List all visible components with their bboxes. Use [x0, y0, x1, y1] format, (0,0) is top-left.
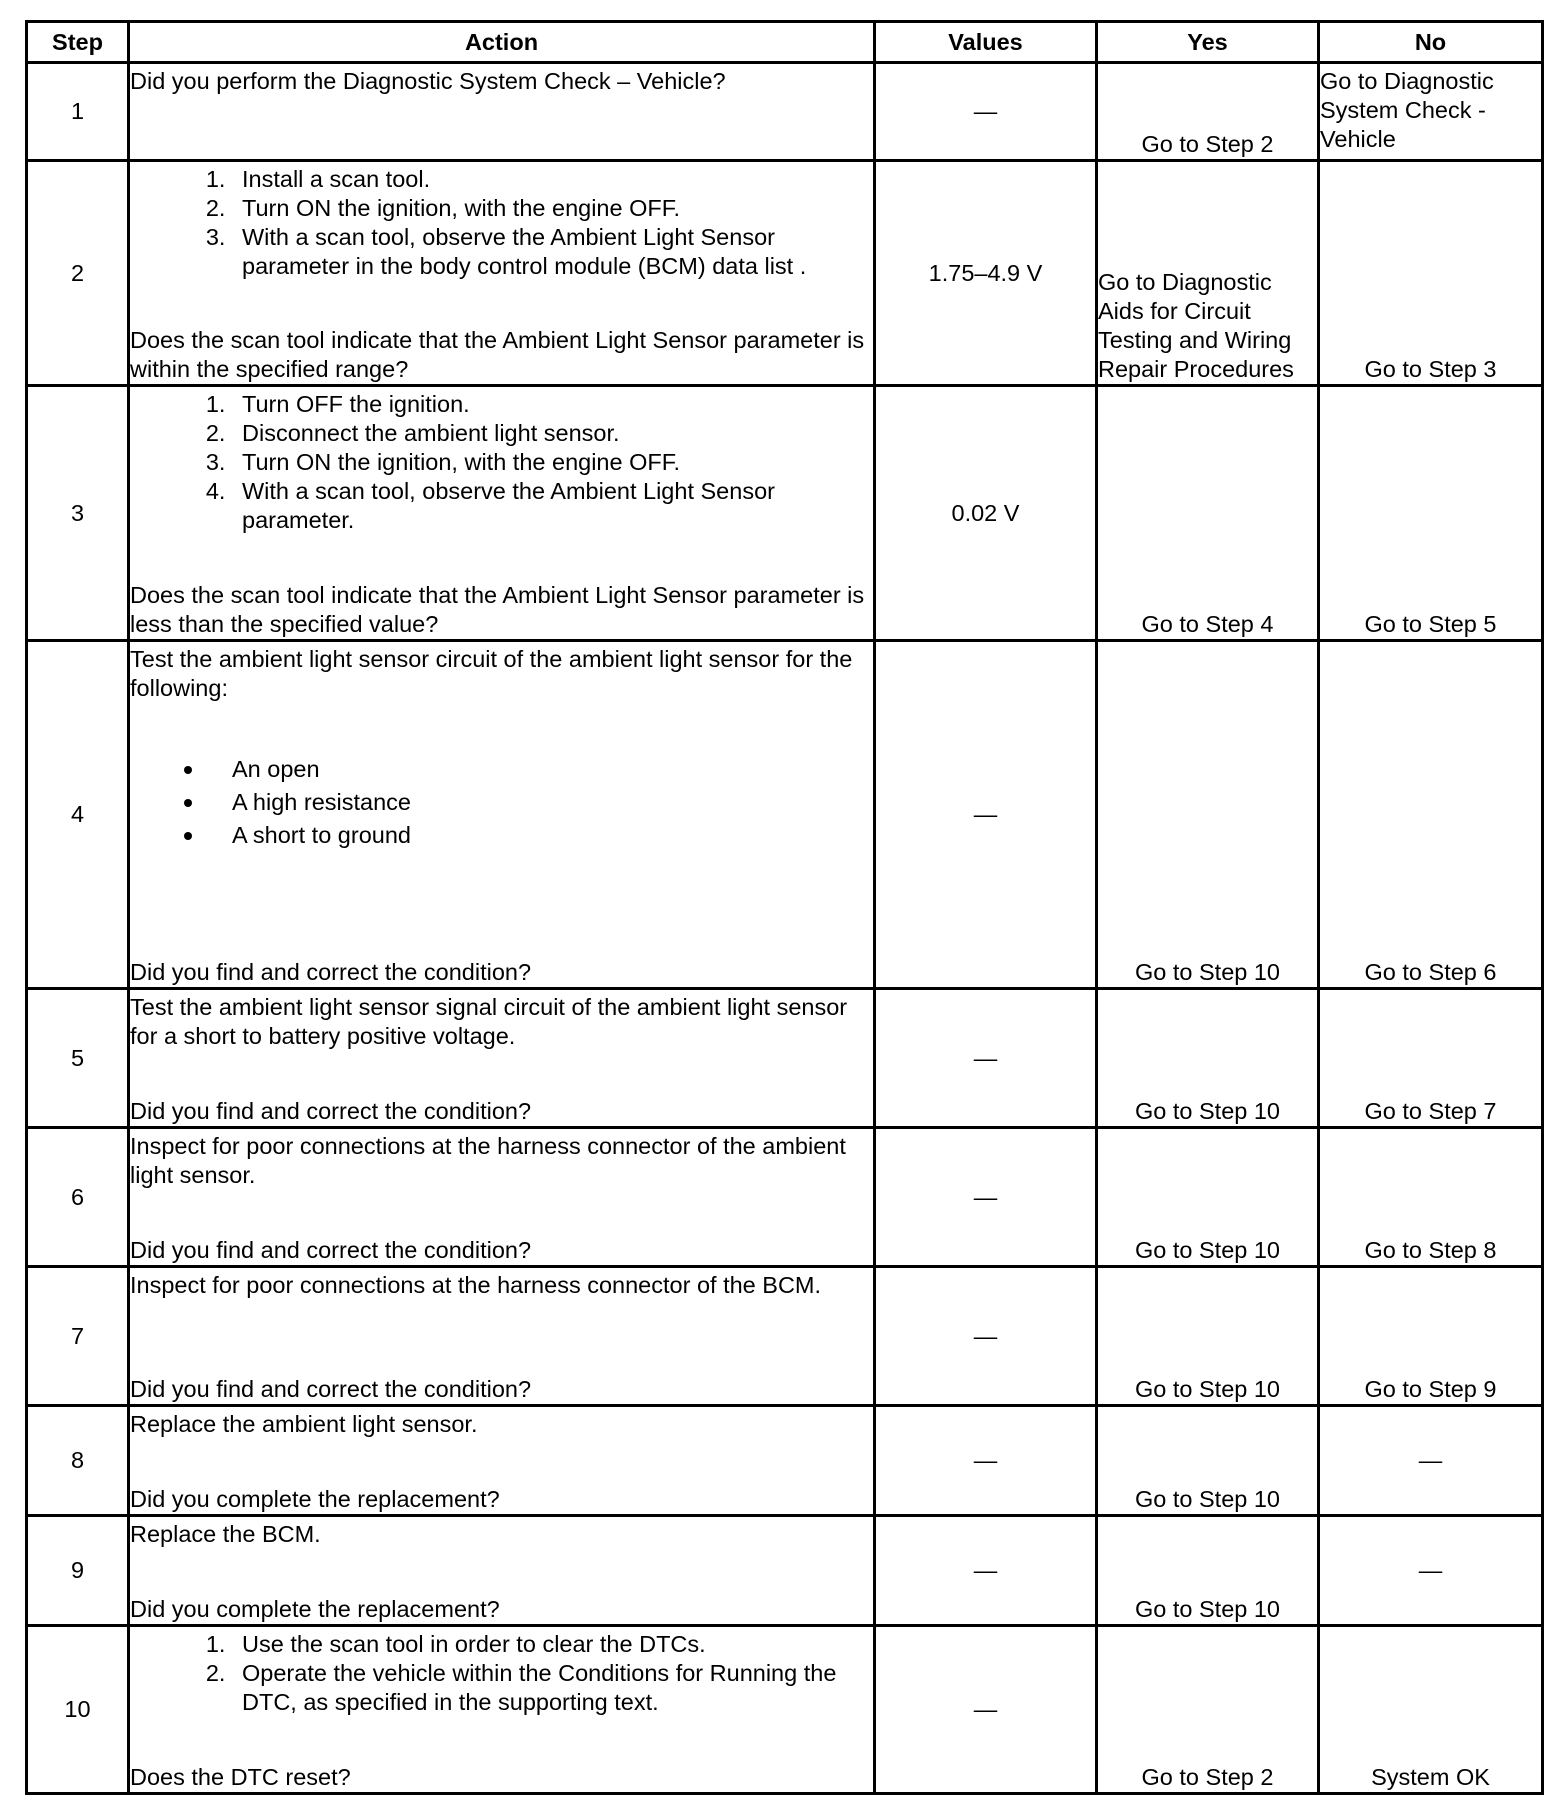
- table-row: [27, 989, 1543, 1128]
- action-question: Did you complete the replacement?: [130, 1596, 500, 1622]
- list-item: 4. With a scan tool, observe the Ambient Light Sensor parameter.: [232, 477, 873, 535]
- list-item: 1. Use the scan tool in order to clear the DTCs.: [232, 1630, 873, 1659]
- yes-cell: Go to Diagnostic Aids for Circuit Testing and Wiring Repair Procedures: [1097, 161, 1319, 386]
- yes-cell: Go to Step 10: [1097, 1516, 1319, 1626]
- action-question: Does the DTC reset?: [130, 1764, 351, 1790]
- action-text: Did you perform the Diagnostic System Check – Vehicle?: [130, 68, 726, 94]
- list-item: 1. Turn OFF the ignition.: [232, 390, 873, 419]
- step-number: 4: [27, 641, 129, 989]
- yes-cell: Go to Step 10: [1097, 1128, 1319, 1267]
- action-steps-list: [130, 162, 873, 281]
- action-cell: [129, 641, 875, 989]
- list-item: 2. Operate the vehicle within the Conditions for Running the DTC, as specified in the supporting text.: [232, 1659, 873, 1717]
- action-cell: [129, 386, 875, 641]
- action-question: Does the scan tool indicate that the Ambient Light Sensor parameter is within the specified range?: [130, 327, 865, 382]
- action-question: Did you find and correct the condition?: [130, 1237, 532, 1263]
- action-cell: [129, 1516, 875, 1626]
- no-cell: Go to Step 9: [1319, 1267, 1543, 1406]
- header-row: [27, 22, 1543, 63]
- action-steps-list: [130, 387, 873, 535]
- action-question: Did you find and correct the condition?: [130, 1376, 532, 1402]
- action-cell: [129, 63, 875, 161]
- no-cell: Go to Step 6: [1319, 641, 1543, 989]
- action-cell: [129, 1267, 875, 1406]
- list-item: 2. Disconnect the ambient light sensor.: [232, 419, 873, 448]
- action-question: Did you find and correct the condition?: [130, 959, 532, 985]
- action-steps-list: [130, 1627, 873, 1717]
- header-values: Values: [875, 22, 1097, 63]
- value-cell: —: [875, 641, 1097, 989]
- table-row: [27, 1128, 1543, 1267]
- value-cell: —: [875, 1516, 1097, 1626]
- value-cell: —: [875, 63, 1097, 161]
- action-question: Did you complete the replacement?: [130, 1486, 500, 1512]
- value-cell: 0.02 V: [875, 386, 1097, 641]
- no-cell: —: [1319, 1516, 1543, 1626]
- value-cell: —: [875, 989, 1097, 1128]
- condition-list: [130, 753, 873, 852]
- no-cell: Go to Step 8: [1319, 1128, 1543, 1267]
- value-cell: —: [875, 1128, 1097, 1267]
- header-yes: Yes: [1097, 22, 1319, 63]
- list-item: 3. Turn ON the ignition, with the engine OFF.: [232, 448, 873, 477]
- yes-cell: Go to Step 10: [1097, 1267, 1319, 1406]
- list-item: A high resistance: [232, 786, 873, 819]
- list-item: 3. With a scan tool, observe the Ambient Light Sensor parameter in the body control module (BCM) data list .: [232, 223, 873, 281]
- step-number: 9: [27, 1516, 129, 1626]
- step-number: 2: [27, 161, 129, 386]
- action-cell: [129, 989, 875, 1128]
- action-question: Does the scan tool indicate that the Ambient Light Sensor parameter is less than the specified value?: [130, 582, 865, 637]
- yes-cell: Go to Step 2: [1097, 63, 1319, 161]
- action-cell: [129, 161, 875, 386]
- step-number: 8: [27, 1406, 129, 1516]
- header-no: No: [1319, 22, 1543, 63]
- yes-cell: Go to Step 10: [1097, 989, 1319, 1128]
- no-cell: —: [1319, 1406, 1543, 1516]
- yes-cell: Go to Step 2: [1097, 1626, 1319, 1794]
- table-row: [27, 1516, 1543, 1626]
- yes-cell: Go to Step 4: [1097, 386, 1319, 641]
- table-row: [27, 386, 1543, 641]
- table-row: [27, 161, 1543, 386]
- list-item: A short to ground: [232, 819, 873, 852]
- value-cell: 1.75–4.9 V: [875, 161, 1097, 386]
- value-cell: —: [875, 1626, 1097, 1794]
- action-cell: [129, 1406, 875, 1516]
- no-cell: Go to Step 3: [1319, 161, 1543, 386]
- action-cell: [129, 1626, 875, 1794]
- value-cell: —: [875, 1406, 1097, 1516]
- step-number: 5: [27, 989, 129, 1128]
- action-text: Replace the ambient light sensor.: [130, 1411, 478, 1437]
- action-question: Did you find and correct the condition?: [130, 1098, 532, 1124]
- table-row: [27, 63, 1543, 161]
- table-row: [27, 1267, 1543, 1406]
- no-cell: Go to Step 5: [1319, 386, 1543, 641]
- step-number: 10: [27, 1626, 129, 1794]
- yes-cell: Go to Step 10: [1097, 1406, 1319, 1516]
- step-number: 1: [27, 63, 129, 161]
- list-item: 1. Install a scan tool.: [232, 165, 873, 194]
- step-number: 7: [27, 1267, 129, 1406]
- action-intro: Test the ambient light sensor circuit of the ambient light sensor for the following:: [130, 646, 853, 701]
- header-action: Action: [129, 22, 875, 63]
- list-item: 2. Turn ON the ignition, with the engine OFF.: [232, 194, 873, 223]
- table-row: [27, 641, 1543, 989]
- action-cell: [129, 1128, 875, 1267]
- no-cell: Go to Step 7: [1319, 989, 1543, 1128]
- step-number: 6: [27, 1128, 129, 1267]
- action-text: Inspect for poor connections at the harness connector of the ambient light sensor.: [130, 1133, 846, 1188]
- value-cell: —: [875, 1267, 1097, 1406]
- table-row: [27, 1626, 1543, 1794]
- action-text: Replace the BCM.: [130, 1521, 321, 1547]
- action-text: Test the ambient light sensor signal circuit of the ambient light sensor for a short to battery positive voltage.: [130, 994, 848, 1049]
- diagnostic-table: [25, 20, 1544, 1795]
- action-text: Inspect for poor connections at the harness connector of the BCM.: [130, 1272, 822, 1298]
- yes-cell: Go to Step 10: [1097, 641, 1319, 989]
- table-row: [27, 1406, 1543, 1516]
- header-step: Step: [27, 22, 129, 63]
- list-item: An open: [232, 753, 873, 786]
- no-cell: System OK: [1319, 1626, 1543, 1794]
- no-cell: Go to Diagnostic System Check - Vehicle: [1319, 63, 1543, 161]
- step-number: 3: [27, 386, 129, 641]
